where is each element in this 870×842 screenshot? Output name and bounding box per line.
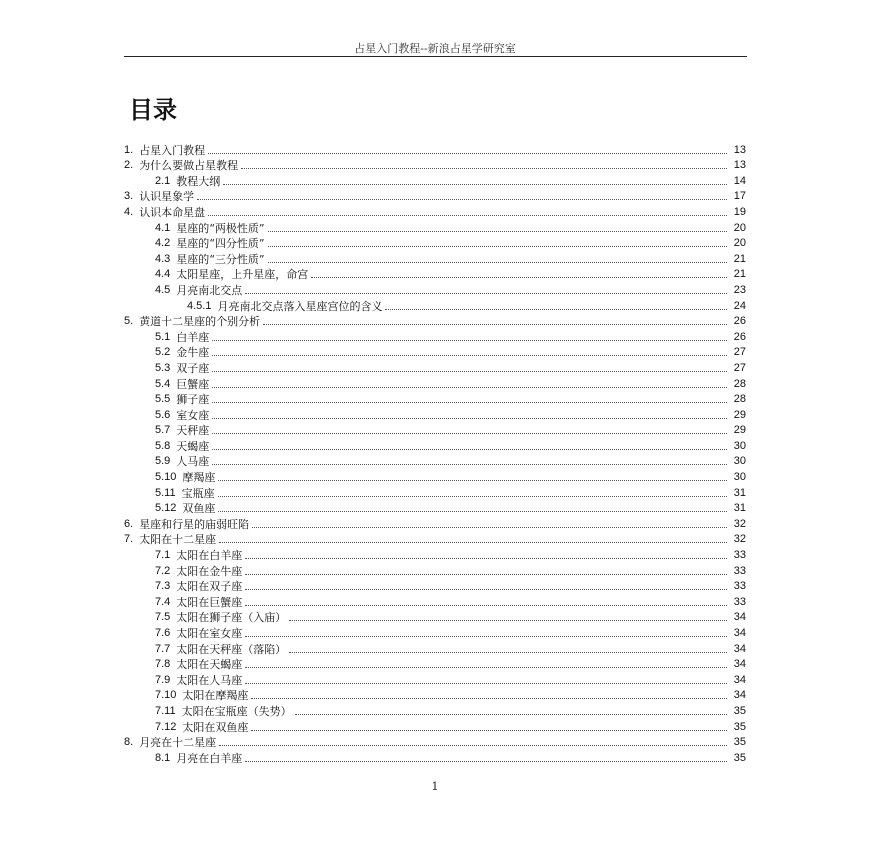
toc-dot-leader [245,574,727,575]
toc-dot-leader [268,246,727,247]
toc-entry-label: 为什么要做占星教程 [139,159,239,173]
toc-entry-page: 33 [733,580,746,593]
toc-entry[interactable] [124,749,746,765]
toc-entry[interactable] [124,546,746,562]
toc-entry-number: 7.12 [155,720,177,733]
toc-entry-page: 34 [733,658,746,671]
toc-entry-page: 20 [733,237,746,250]
toc-entry[interactable] [124,468,746,484]
toc-entry-number: 5.4 [155,377,171,390]
toc-dot-leader [212,402,727,403]
toc-dot-leader [212,371,727,372]
toc-entry-page: 30 [733,455,746,468]
toc-dot-leader [268,262,727,263]
toc-entry[interactable] [124,344,746,360]
toc-entry-page: 27 [733,361,746,374]
toc-entry[interactable] [124,235,746,251]
toc-entry-number: 7.2 [155,564,171,577]
toc-entry-page: 29 [733,424,746,437]
toc-entry-label: 月亮南北交点落入星座宫位的含义 [217,299,383,313]
toc-entry[interactable] [124,375,746,391]
page-number: 1 [431,780,439,793]
running-header: 占星入门教程--新浪占星学研究室 [354,42,516,55]
toc-entry-label: 太阳在巨蟹座 [176,595,243,609]
toc-entry[interactable] [124,422,746,438]
toc-entry-number: 5. [124,315,134,328]
toc-entry[interactable] [124,656,746,672]
toc-entry-number: 5.12 [155,502,177,515]
toc-entry-number: 5.7 [155,424,171,437]
toc-entry-page: 31 [733,486,746,499]
toc-entry[interactable] [124,406,746,422]
toc-entry-number: 4.5 [155,283,171,296]
toc-entry-page: 26 [733,330,746,343]
toc-entry[interactable] [124,437,746,453]
toc-entry-page: 23 [733,283,746,296]
toc-dot-leader [241,168,727,169]
toc-entry-number: 8.1 [155,751,171,764]
toc-dot-leader [212,449,727,450]
toc-dot-leader [197,199,727,200]
toc-entry[interactable] [124,562,746,578]
toc-entry-page: 21 [733,252,746,265]
toc-dot-leader [289,652,727,653]
toc-entry-number: 7.1 [155,549,171,562]
toc-entry-page: 35 [733,751,746,764]
toc-entry-page: 31 [733,502,746,515]
toc-dot-leader [212,418,727,419]
toc-entry-label: 太阳在宝瓶座（失势） [181,704,292,718]
toc-dot-leader [212,355,727,356]
toc-entry-number: 7.7 [155,642,171,655]
toc-entry[interactable] [124,640,746,656]
toc-dot-leader [289,620,727,621]
toc-entry-number: 5.8 [155,439,171,452]
toc-entry[interactable] [124,250,746,266]
toc-entry[interactable] [124,702,746,718]
toc-dot-leader [295,714,727,715]
toc-entry-label: 太阳星座，上升星座，命宫 [176,268,309,282]
toc-entry[interactable] [124,531,746,547]
toc-entry-label: 太阳在人马座 [176,673,243,687]
toc-entry-page: 17 [733,190,746,203]
toc-entry[interactable] [124,500,746,516]
toc-entry-label: 太阳在狮子座（入庙） [176,611,287,625]
toc-entry-label: 星座的“三分性质” [176,252,265,266]
toc-entry-page: 30 [733,439,746,452]
toc-entry-page: 28 [733,377,746,390]
toc-entry-page: 34 [733,642,746,655]
toc-dot-leader [245,667,727,668]
toc-entry-number: 4.3 [155,252,171,265]
toc-dot-leader [212,340,727,341]
toc-dot-leader [245,761,727,762]
toc-entry-page: 35 [733,736,746,749]
toc-entry-number: 7.8 [155,658,171,671]
toc-entry-page: 30 [733,471,746,484]
toc-entry[interactable] [124,172,746,188]
toc-entry-page: 19 [733,205,746,218]
toc-entry[interactable] [124,203,746,219]
toc-entry-page: 24 [733,299,746,312]
page-title: 目录 [129,96,177,124]
toc-entry-number: 5.2 [155,346,171,359]
toc-dot-leader [219,542,727,543]
toc-entry-label: 白羊座 [176,330,210,344]
toc-entry-number: 4.5.1 [187,299,212,312]
toc-dot-leader [208,215,727,216]
toc-dot-leader [251,698,727,699]
toc-entry-number: 7.5 [155,611,171,624]
toc-dot-leader [245,293,727,294]
toc-entry-label: 星座的“两极性质” [176,221,265,235]
toc-entry-page: 33 [733,549,746,562]
toc-entry-number: 5.1 [155,330,171,343]
toc-dot-leader [252,527,727,528]
toc-entry-number: 5.9 [155,455,171,468]
toc-entry-label: 狮子座 [176,393,210,407]
toc-dot-leader [218,511,727,512]
toc-entry-number: 7.6 [155,627,171,639]
toc-entry-number: 5.11 [155,486,176,499]
toc-dot-leader [251,730,727,731]
toc-entry[interactable] [124,624,746,640]
toc-dot-leader [208,153,727,154]
toc-entry-number: 4.4 [155,268,171,281]
toc-entry-label: 太阳在十二星座 [139,533,217,547]
toc-entry-page: 26 [733,315,746,328]
toc-entry-page: 34 [733,689,746,702]
header-rule [124,56,747,57]
toc-entry-page: 34 [733,673,746,686]
toc-entry-label: 黄道十二星座的个别分析 [139,315,261,329]
toc-entry[interactable] [124,453,746,469]
toc-entry[interactable] [124,328,746,344]
toc-entry-label: 教程大纲 [176,174,221,188]
toc-entry[interactable] [124,219,746,235]
toc-entry-label: 占星入门教程 [139,143,206,157]
toc-entry-number: 4.2 [155,237,171,250]
toc-entry[interactable] [124,515,746,531]
toc-entry-label: 天蝎座 [176,439,210,453]
toc-entry[interactable] [124,593,746,609]
toc-entry-number: 2. [124,159,134,172]
toc-entry-number: 7.4 [155,595,171,608]
toc-entry-label: 太阳在白羊座 [176,549,243,563]
toc-entry-page: 20 [733,221,746,234]
toc-dot-leader [212,464,727,465]
toc-dot-leader [245,589,727,590]
toc-entry-page: 33 [733,564,746,577]
toc-entry-page: 35 [733,720,746,733]
toc-entry-label: 太阳在室女座 [176,627,243,640]
toc-dot-leader [223,184,727,185]
toc-entry-label: 摩羯座 [182,471,216,485]
toc-entry-page: 14 [733,174,746,187]
toc-entry-label: 双鱼座 [182,502,216,516]
toc-entry[interactable] [124,266,746,282]
toc-entry-number: 4.1 [155,221,171,234]
toc-entry-label: 月亮南北交点 [176,283,243,297]
toc-entry[interactable] [124,734,746,750]
toc-dot-leader [219,745,727,746]
toc-entry-label: 天秤座 [176,424,210,438]
toc-dot-leader [218,480,727,481]
toc-entry-label: 太阳在双鱼座 [182,720,249,734]
toc-entry[interactable] [124,281,746,297]
toc-dot-leader [311,277,727,278]
toc-entry-label: 太阳在双子座 [176,580,243,594]
toc-entry-number: 7.11 [155,704,176,717]
toc-entry-number: 4. [124,205,134,218]
toc-entry-label: 太阳在金牛座 [176,564,243,578]
toc-entry-label: 太阳在天秤座（落陷） [176,642,287,656]
toc-entry[interactable] [124,391,746,407]
toc-entry-number: 8. [124,736,134,749]
toc-entry-number: 2.1 [155,174,171,187]
toc-entry[interactable] [124,609,746,625]
toc-dot-leader [385,309,727,310]
toc-dot-leader [245,558,727,559]
toc-entry-page: 29 [733,408,746,421]
toc-entry-page: 13 [733,143,746,156]
toc-entry-page: 34 [733,627,746,639]
toc-entry-label: 太阳在天蝎座 [176,658,243,672]
toc-entry-label: 月亮在白羊座 [176,751,243,765]
toc-entry[interactable] [124,671,746,687]
toc-entry-page: 32 [733,533,746,546]
toc-entry-page: 28 [733,393,746,406]
toc-entry-label: 月亮在十二星座 [139,736,217,750]
toc-entry-number: 1. [124,143,134,156]
toc-entry[interactable] [124,157,746,173]
toc-dot-leader [268,231,727,232]
toc-entry-label: 太阳在摩羯座 [182,689,249,703]
toc-entry[interactable] [124,718,746,734]
toc-dot-leader [245,683,727,684]
table-of-contents [124,141,746,765]
toc-entry[interactable] [124,578,746,594]
toc-entry-page: 35 [733,704,746,717]
toc-entry-label: 双子座 [176,361,210,375]
toc-entry-page: 33 [733,595,746,608]
toc-entry-number: 7.9 [155,673,171,686]
toc-entry-page: 13 [733,159,746,172]
toc-entry-label: 人马座 [176,455,210,469]
toc-dot-leader [245,605,727,606]
toc-dot-leader [212,387,727,388]
toc-entry-number: 6. [124,517,134,530]
toc-entry-label: 宝瓶座 [181,486,215,500]
toc-entry-number: 5.3 [155,361,171,374]
toc-entry-page: 27 [733,346,746,359]
toc-entry-page: 21 [733,268,746,281]
toc-dot-leader [218,496,727,497]
toc-entry-label: 金牛座 [176,346,210,360]
toc-entry-label: 认识本命星盘 [139,205,206,219]
toc-dot-leader [263,324,727,325]
toc-entry[interactable] [124,484,746,500]
toc-entry-number: 7.3 [155,580,171,593]
toc-entry[interactable] [124,687,746,703]
toc-entry-number: 5.10 [155,471,177,484]
toc-entry[interactable] [124,297,746,313]
toc-entry-label: 星座和行星的庙弱旺陷 [139,517,250,531]
toc-entry[interactable] [124,141,746,157]
toc-entry-label: 室女座 [176,408,210,422]
toc-entry-label: 星座的“四分性质” [176,237,265,251]
toc-entry-page: 34 [733,611,746,624]
toc-entry-number: 3. [124,190,134,203]
toc-entry-page: 32 [733,517,746,530]
toc-entry-number: 7.10 [155,689,177,702]
toc-dot-leader [212,433,727,434]
toc-entry-label: 巨蟹座 [176,377,210,391]
toc-entry-number: 5.5 [155,393,171,406]
toc-entry[interactable] [124,359,746,375]
toc-dot-leader [245,636,727,637]
toc-entry-number: 5.6 [155,408,171,421]
toc-entry[interactable] [124,188,746,204]
toc-entry[interactable] [124,313,746,329]
toc-entry-number: 7. [124,533,134,546]
toc-entry-label: 认识星象学 [139,190,195,204]
